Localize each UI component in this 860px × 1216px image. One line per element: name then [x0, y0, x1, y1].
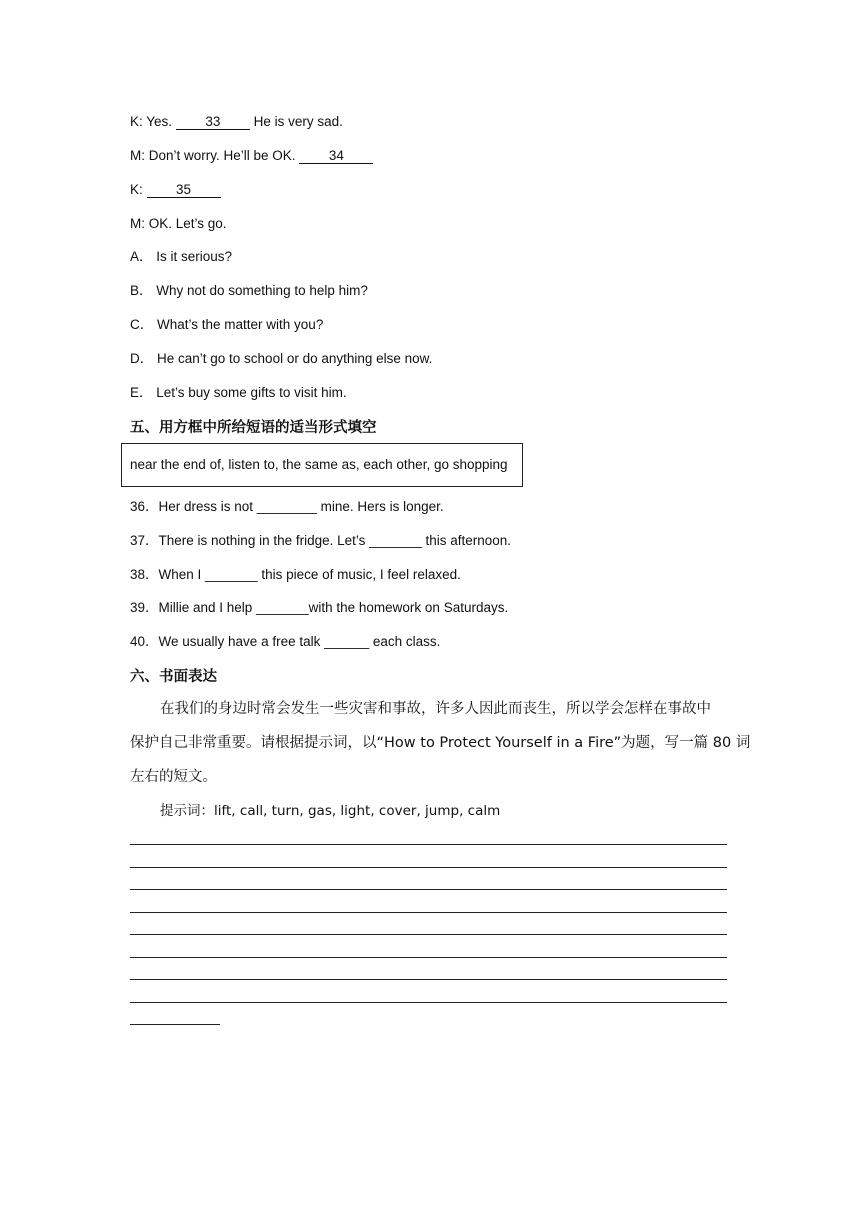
option-e: E． Let’s buy some gifts to visit him. — [130, 385, 347, 400]
writing-line[interactable] — [130, 957, 727, 958]
section-5-title: 五、用方框中所给短语的适当形式填空 — [130, 420, 377, 436]
dialogue-line-35 — [130, 181, 221, 199]
answer-blank[interactable]: 34 — [299, 148, 373, 164]
writing-line[interactable] — [130, 867, 727, 868]
option-d: D． He can’t go to school or do anything else now. — [130, 351, 433, 366]
prompt-line-1: 在我们的身边时常会发生一些灾害和事故，许多人因此而丧生，所以学会怎样在事故中 — [160, 701, 711, 717]
option-c: C． What’s the matter with you? — [130, 317, 324, 332]
dialogue-line-33 — [130, 113, 343, 131]
option-b: B． Why not do something to help him? — [130, 283, 368, 298]
question-38: 38．When I _______ this piece of music, I feel relaxed. — [130, 567, 461, 582]
dialogue-text: Don’t worry. He’ll be OK. — [148, 148, 296, 163]
speaker: K: — [130, 182, 143, 197]
prompt-line-2: 保护自己非常重要。请根据提示词，以“How to Protect Yourself in a Fire”为题，写一篇 80 词 — [130, 735, 751, 751]
speaker: K: — [130, 114, 143, 129]
writing-line[interactable] — [130, 1002, 727, 1003]
question-37: 37．There is nothing in the fridge. Let’s _______ this afternoon. — [130, 533, 512, 548]
writing-line[interactable] — [130, 844, 727, 845]
dialogue-text: He is very sad. — [253, 114, 343, 129]
writing-line[interactable] — [130, 934, 727, 935]
phrase-box — [121, 443, 523, 487]
question-36: 36．Her dress is not ________ mine. Hers is longer. — [130, 499, 444, 514]
speaker: M: — [130, 148, 145, 163]
writing-line[interactable] — [130, 912, 727, 913]
prompt-line-3: 左右的短文。 — [130, 769, 217, 785]
speaker: M: — [130, 216, 145, 231]
phrase-list: near the end of, listen to, the same as, each other, go shopping — [130, 457, 508, 472]
answer-blank[interactable]: 33 — [176, 114, 250, 130]
question-40: 40．We usually have a free talk ______ each class. — [130, 634, 441, 649]
dialogue-text: Yes. — [146, 114, 173, 129]
question-39: 39．Millie and I help _______with the homework on Saturdays. — [130, 600, 509, 615]
option-a: A． Is it serious? — [130, 249, 233, 264]
writing-line[interactable] — [130, 1024, 220, 1025]
dialogue-line-34 — [130, 147, 373, 165]
dialogue-line-end — [130, 215, 227, 233]
hint-words: 提示词：lift, call, turn, gas, light, cover, jump, calm — [160, 803, 501, 819]
section-6-title: 六、书面表达 — [130, 669, 217, 685]
answer-blank[interactable]: 35 — [147, 182, 221, 198]
writing-line[interactable] — [130, 889, 727, 890]
dialogue-text: OK. Let’s go. — [148, 216, 227, 231]
writing-line[interactable] — [130, 979, 727, 980]
